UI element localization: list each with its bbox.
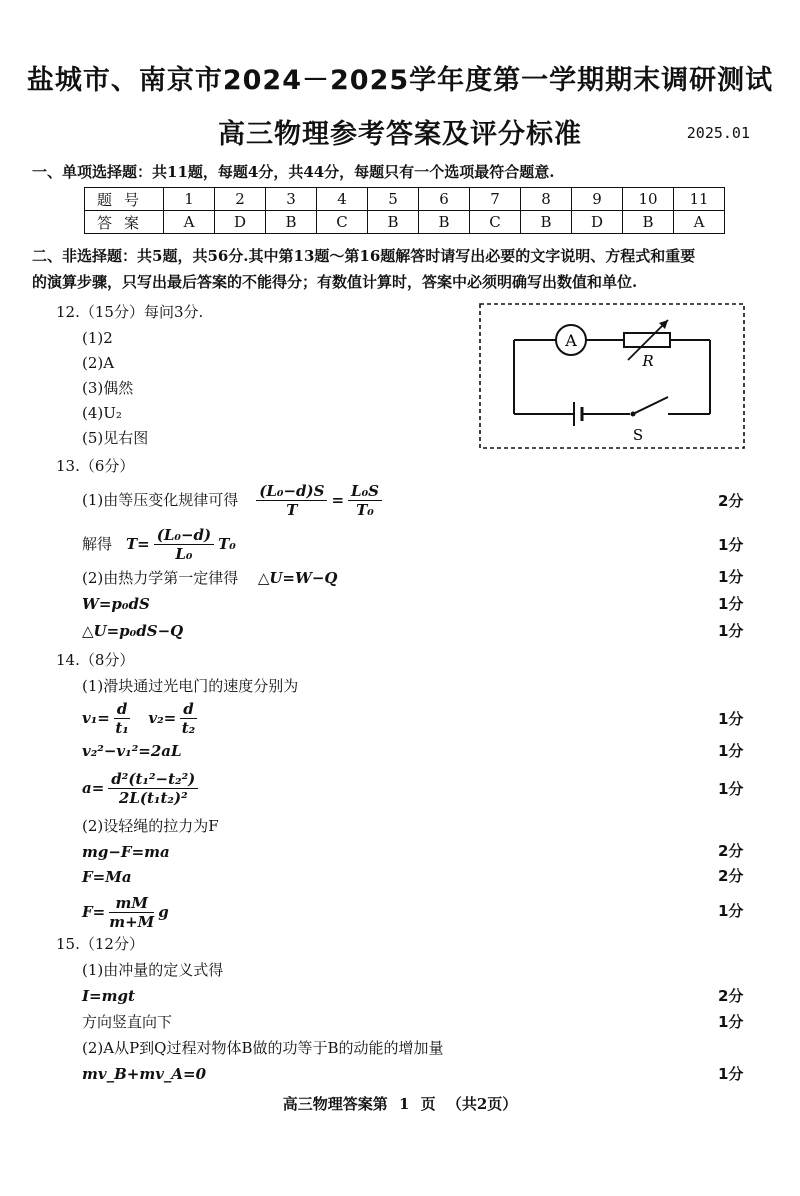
- fraction-numerator: L₀S: [348, 482, 382, 501]
- page-footer: 高三物理答案第 1 页 （共2页）: [282, 1095, 518, 1113]
- q14-v2-fraction: [180, 700, 197, 737]
- fraction-denominator: m+M: [109, 912, 155, 931]
- page-title: 盐城市、南京市2024－2025学年度第一学期期末调研测试: [26, 65, 774, 96]
- score-label: 1分: [718, 622, 744, 640]
- q14-line3: v₂²−v₁²=2aL: [82, 742, 182, 760]
- q13-line4: W=p₀dS: [82, 595, 150, 613]
- q15-line2: I=mgt: [82, 987, 135, 1005]
- q14-heading: 14.（8分）: [56, 651, 135, 669]
- q15-line4: (2)A从P到Q过程对物体B做的功等于B的动能的增加量: [82, 1039, 444, 1057]
- question-cell: 1: [164, 188, 215, 211]
- q12-item: (2)A: [82, 354, 115, 372]
- q12-item: (5)见右图: [82, 429, 149, 447]
- fraction-denominator: T₀: [356, 500, 374, 519]
- answer-row: [85, 211, 725, 234]
- score-label: 1分: [718, 742, 744, 760]
- fraction-numerator: d: [114, 700, 131, 719]
- q14-line5: (2)设轻绳的拉力为F: [82, 817, 219, 835]
- q12-item: (3)偶然: [82, 379, 134, 397]
- circuit-diagram: [478, 302, 748, 452]
- q15-heading: 15.（12分）: [56, 935, 144, 953]
- q14-F-fraction: [109, 894, 154, 931]
- answer-cell: B: [419, 211, 470, 234]
- score-label: 1分: [718, 1013, 744, 1031]
- q13-l2-text: 解得: [82, 535, 113, 553]
- answer-cell: B: [368, 211, 419, 234]
- fraction-denominator: L₀: [175, 544, 193, 563]
- fraction-denominator: t₂: [181, 718, 196, 737]
- score-label: 2分: [718, 867, 744, 885]
- fraction-numerator: (L₀−d)S: [256, 482, 327, 501]
- page-subtitle: 高三物理参考答案及评分标准: [218, 119, 582, 150]
- score-label: 1分: [718, 595, 744, 613]
- section1-heading: 一、单项选择题：共11题，每题4分，共44分，每题只有一个选项最符合题意.: [32, 163, 555, 181]
- answer-table: [84, 187, 725, 234]
- score-label: 1分: [718, 902, 744, 920]
- question-cell: 11: [674, 188, 725, 211]
- fraction-denominator: t₁: [115, 718, 129, 737]
- score-label: 1分: [718, 568, 744, 586]
- q13-line1: [82, 480, 386, 520]
- row-header-question: 题号: [85, 188, 164, 211]
- q13-l3-text: (2)由热力学第一定律得: [82, 569, 239, 587]
- question-cell: 8: [521, 188, 572, 211]
- q15-line5: mv_B+mv_A=0: [82, 1065, 207, 1083]
- q14-a-fraction: [108, 770, 198, 807]
- equation-lhs: T=: [126, 535, 150, 553]
- question-cell: 10: [623, 188, 674, 211]
- answer-cell: D: [572, 211, 623, 234]
- q13-heading: 13.（6分）: [56, 457, 135, 475]
- q12-heading: 12.（15分）每问3分.: [56, 303, 204, 321]
- equation-lhs: F=: [82, 903, 106, 921]
- question-number-row: [85, 188, 725, 211]
- answer-cell: C: [470, 211, 521, 234]
- q14-line4: [82, 766, 202, 810]
- fraction-numerator: d: [180, 700, 197, 719]
- question-cell: 3: [266, 188, 317, 211]
- ammeter-label: A: [565, 331, 577, 350]
- q13-l2-fraction: [154, 526, 214, 563]
- fraction-denominator: T: [286, 500, 298, 519]
- fraction-numerator: (L₀−d): [154, 526, 214, 545]
- row-header-answer: 答案: [85, 211, 164, 234]
- dashed-frame: [480, 304, 744, 448]
- q13-l1-fraction-right: [348, 482, 382, 519]
- section2-heading-line1: 二、非选择题：共5题，共56分.其中第13题～第16题解答时请写出必要的文字说明、方程式和重要: [32, 247, 696, 265]
- score-label: 1分: [718, 710, 744, 728]
- answer-cell: B: [623, 211, 674, 234]
- section2-heading-line2: 的演算步骤，只写出最后答案的不能得分；有数值计算时，答案中必须明确写出数值和单位.: [32, 273, 638, 291]
- equation-lhs: a=: [82, 779, 105, 797]
- answer-cell: B: [521, 211, 572, 234]
- question-cell: 2: [215, 188, 266, 211]
- equals-sign: =: [331, 491, 345, 509]
- fraction-denominator: 2L(t₁t₂)²: [118, 788, 188, 807]
- switch-lever: [633, 397, 668, 414]
- q14-line6: mg−F=ma: [82, 843, 170, 861]
- answer-cell: C: [317, 211, 368, 234]
- q13-l1-fraction-left: [256, 482, 327, 519]
- equation-lhs: v₂=: [148, 709, 177, 727]
- q13-line2: [82, 524, 236, 564]
- score-label: 1分: [718, 1065, 744, 1083]
- q14-line2: [82, 698, 201, 738]
- score-label: 2分: [718, 492, 744, 510]
- score-label: 2分: [718, 987, 744, 1005]
- question-cell: 5: [368, 188, 419, 211]
- score-label: 2分: [718, 842, 744, 860]
- q13-l1-text: (1)由等压变化规律可得: [82, 491, 239, 509]
- equation-lhs: v₁=: [82, 709, 110, 727]
- q12-item: (1)2: [82, 329, 113, 347]
- q13-line3: [82, 568, 337, 588]
- q12-item: (4)U₂: [82, 404, 122, 422]
- q14-line1: (1)滑块通过光电门的速度分别为: [82, 677, 299, 695]
- q14-line8: [82, 890, 169, 934]
- equation-tail: g: [158, 903, 169, 921]
- date-label: 2025.01: [686, 124, 750, 142]
- equation: △U=W−Q: [257, 569, 338, 587]
- q15-line3: 方向竖直向下: [82, 1013, 173, 1031]
- question-cell: 6: [419, 188, 470, 211]
- fraction-numerator: d²(t₁²−t₂²): [108, 770, 198, 789]
- question-cell: 9: [572, 188, 623, 211]
- equation-tail: T₀: [218, 535, 236, 553]
- switch-label: S: [632, 426, 644, 444]
- answer-cell: A: [164, 211, 215, 234]
- q15-line1: (1)由冲量的定义式得: [82, 961, 224, 979]
- score-label: 1分: [718, 780, 744, 798]
- q14-v1-fraction: [114, 700, 131, 737]
- rheostat-label: R: [642, 352, 654, 370]
- score-label: 1分: [718, 536, 744, 554]
- q14-line7: F=Ma: [82, 868, 132, 886]
- q13-line5: △U=p₀dS−Q: [82, 622, 184, 640]
- answer-cell: B: [266, 211, 317, 234]
- question-cell: 7: [470, 188, 521, 211]
- question-cell: 4: [317, 188, 368, 211]
- fraction-numerator: mM: [109, 894, 154, 913]
- answer-cell: A: [674, 211, 725, 234]
- answer-cell: D: [215, 211, 266, 234]
